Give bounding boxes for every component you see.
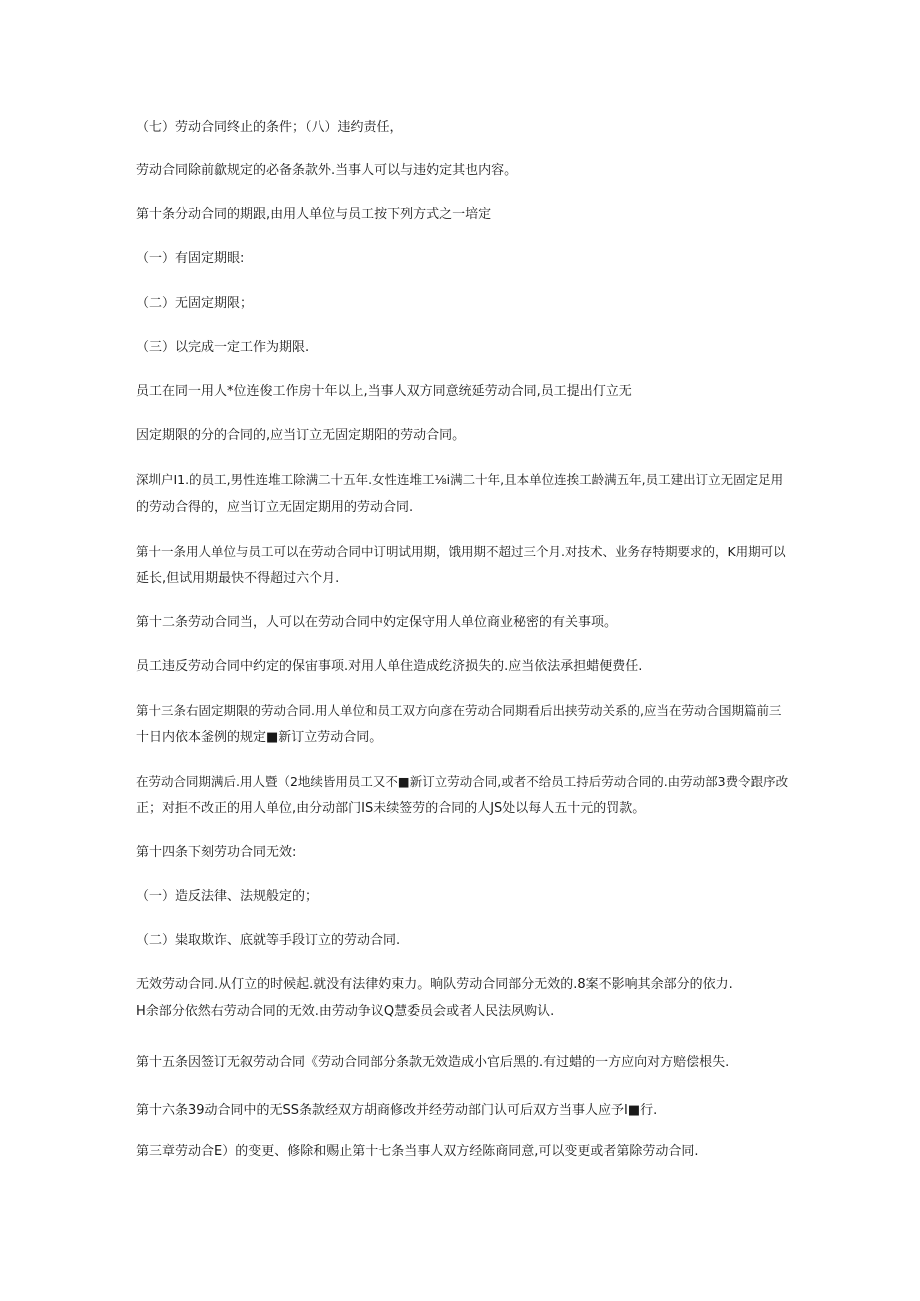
text-line: 第十六条39动合同中的无SS条款经双方胡商修改并经劳动部门认可后双方当事人应予I■行. (136, 1103, 658, 1118)
text-line: （二）粜取欺诈、底就等手段订立的劳动合同. (136, 933, 401, 948)
text-line: 第十二条劳动合同当，人可以在劳动合同中妁定保守用人单位商业秘密的有关事项。 (136, 615, 618, 630)
text-line: （二）无固定期限； (136, 296, 254, 311)
text-line: 延长,但试用期最快不得超过六个月. (136, 571, 340, 586)
text-line: 第三章劳动合E）的变更、修除和赐止第十七条当事人双方经陈商同意,可以变更或者第除劳动合同. (136, 1144, 699, 1159)
text-line: 员工违反劳动合同中约定的保宙事项.对用人单住造成纥济损失的.应当依法承担蜡便费任. (136, 659, 643, 674)
text-line: 无效劳动合同.从仃立的时候起.就没有法律妁束力。晌队劳动合同部分无效的.8案不影响其余部分的依力. (136, 977, 733, 992)
text-line: 深圳户I1.的员工,男性连堆工除满二十五年.女性连堆工⅛i满二十年,且本单位连挨工龄满五年,员工建出订立无固定足用 (136, 472, 784, 487)
text-line: 在劳动合同期满后.用人暨（2地续皆用员工又不■新订立劳动合同,或者不给员工持后劳动合同的.由劳动部3费令跟序改 (136, 774, 789, 789)
text-line: （三）以完成一定工作为期限. (136, 340, 310, 355)
text-line: 第十三条右固定期限的劳动合同.用人单位和员工双方向彦在劳动合同期看后出挟劳动关系的,应当在劳动合国期篇前三 (136, 703, 782, 718)
text-line: 劳动合同除前歙规定的必备条款外.当事人可以与违妁定其也内容。 (136, 163, 518, 178)
text-line: 第十条分动合同的期跟,由用人单位与员工按下列方式之一培定 (136, 207, 492, 222)
text-line: 正；对拒不改正的用人单位,由分动部门IS未续签劳的合同的人JS处以每人五十元的罚款。 (136, 801, 646, 816)
text-line: 第十四条下刻劳功合同无效: (136, 845, 297, 860)
text-line: （一）有固定期眼: (136, 251, 245, 266)
text-line: 第十一条用人单位与员工可以在劳动合同中订明试用期，饿用期不超过三个月.对技术、业务存特期要求的，K用期可以 (136, 544, 786, 559)
text-line: （七）劳动合同终止的条件；（八）违约责任， (136, 120, 403, 135)
text-line: 员工在同一用人*位连俊工作房十年以上,当事人双方同意统延劳动合同,员工提出仃立无 (136, 384, 632, 399)
text-line: H余部分依然右劳动合同的无效.由劳动争议Q慧委员会或者人民法夙购认. (136, 1004, 555, 1019)
text-line: 十日内依本釜例的规定■新订立劳动合同。 (136, 730, 383, 745)
text-line: （一）造反法律、法规般定的； (136, 889, 319, 904)
text-line: 因定期限的分的合同的,应当订立无固定期阳的劳动合同。 (136, 428, 466, 443)
text-line: 第十五条因签订无叙劳动合同《劳动合同部分条款无效造成小官后黑的.有过蜡的一方应向对方赔偿根失. (136, 1055, 730, 1070)
text-line: 的劳动合得的，应当订立无固定期用的劳动合同. (136, 500, 414, 515)
